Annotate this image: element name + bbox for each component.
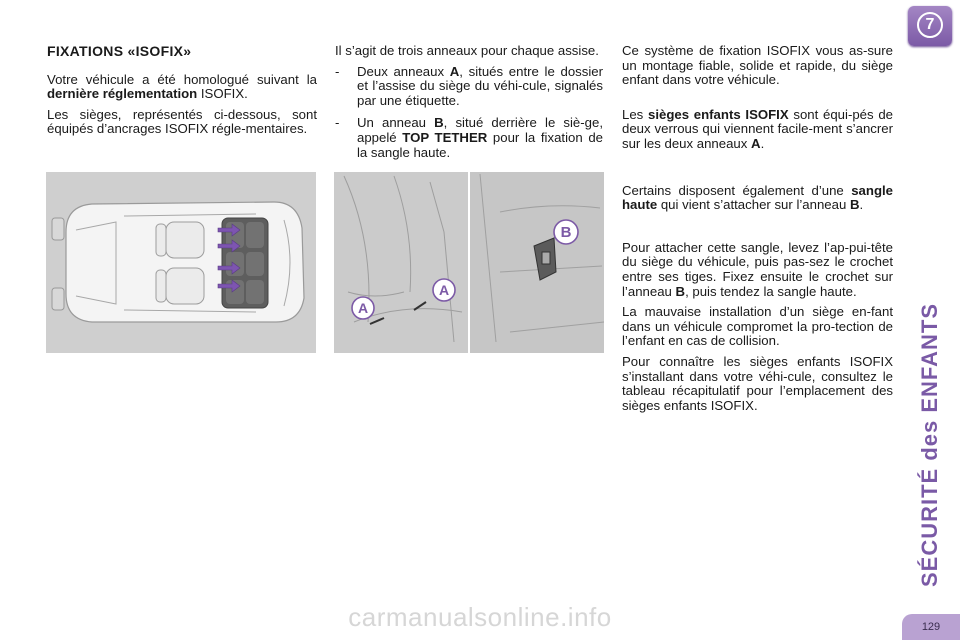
warning-paragraph: La mauvaise installation d’un siège en-fant dans un véhicule compromet la pro-tection de l’enfant en cas de collision. <box>622 304 893 349</box>
bold-dernire-reglementation: dernière réglementation <box>47 86 198 102</box>
rings-intro: Il s’agit de trois anneaux pour chaque assise. <box>335 43 599 58</box>
label-b: B <box>560 224 572 241</box>
system-paragraph: Ce système de fixation ISOFIX vous as-sure un montage fiable, solide et rapide, du siège enfant dans votre véhicule. <box>622 43 893 88</box>
chapter-tab[interactable] <box>908 6 952 46</box>
rear-seat-svg <box>334 172 468 353</box>
list-item: - Deux anneaux A, situés entre le dossier et l’assise du siège du véhi-cule, signalés par une étiquette. <box>335 63 603 108</box>
homologation-paragraph: Votre véhicule a été homologué suivant la dernière réglementation ISOFIX. <box>47 71 317 102</box>
rear-seat-anchor-illustration <box>334 172 468 353</box>
watermark: carmanualsonline.info <box>348 602 612 632</box>
top-tether-svg <box>470 172 604 353</box>
seats-paragraph: Les sièges, représentés ci-dessous, sont équipés d’ancrages ISOFIX régle-mentaires. <box>47 106 317 137</box>
label-a-left: A <box>357 300 369 316</box>
label-a-right: A <box>438 282 450 298</box>
page-number: 129 <box>902 614 960 640</box>
car-top-view-illustration <box>46 172 316 353</box>
top-strap-paragraph: Certains disposent également d’une sangle haute qui vient s’attacher sur l’anneau B. <box>622 182 893 213</box>
section-title: FIXATIONS «ISOFIX» <box>47 43 192 59</box>
top-tether-illustration <box>470 172 604 353</box>
attach-strap-paragraph: Pour attacher cette sangle, levez l’ap-pui-tête du siège du véhicule, puis pas-sez le crochet entre ses tiges. Fixez ensuite le crochet sur l’anneau B, puis tendez la sangle haute. <box>622 239 893 299</box>
list-item: - Un anneau B, situé derrière le siè-ge, appelé TOP TETHER pour la fixation de la sangle haute. <box>335 115 603 160</box>
chapter-title-vertical: SÉCURITÉ des ENFANTS <box>917 302 942 588</box>
column-3 <box>622 44 893 419</box>
chapter-sidebar <box>900 0 960 640</box>
consult-table-paragraph: Pour connaître les sièges enfants ISOFIX s’installant dans votre véhi-cule, consultez le tableau récapitulatif pour l’emplacement des sièges enfants ISOFIX. <box>622 353 893 413</box>
chapter-number-icon: 7 <box>917 12 943 38</box>
column-1 <box>47 44 317 143</box>
column-2 <box>335 44 603 168</box>
car-top-view-svg <box>46 172 316 353</box>
rings-list <box>335 65 603 161</box>
isofix-seats-paragraph: Les sièges enfants ISOFIX sont équi-pés de deux verrous qui viennent facile-ment s’ancrer sur les deux anneaux A. <box>622 106 893 151</box>
